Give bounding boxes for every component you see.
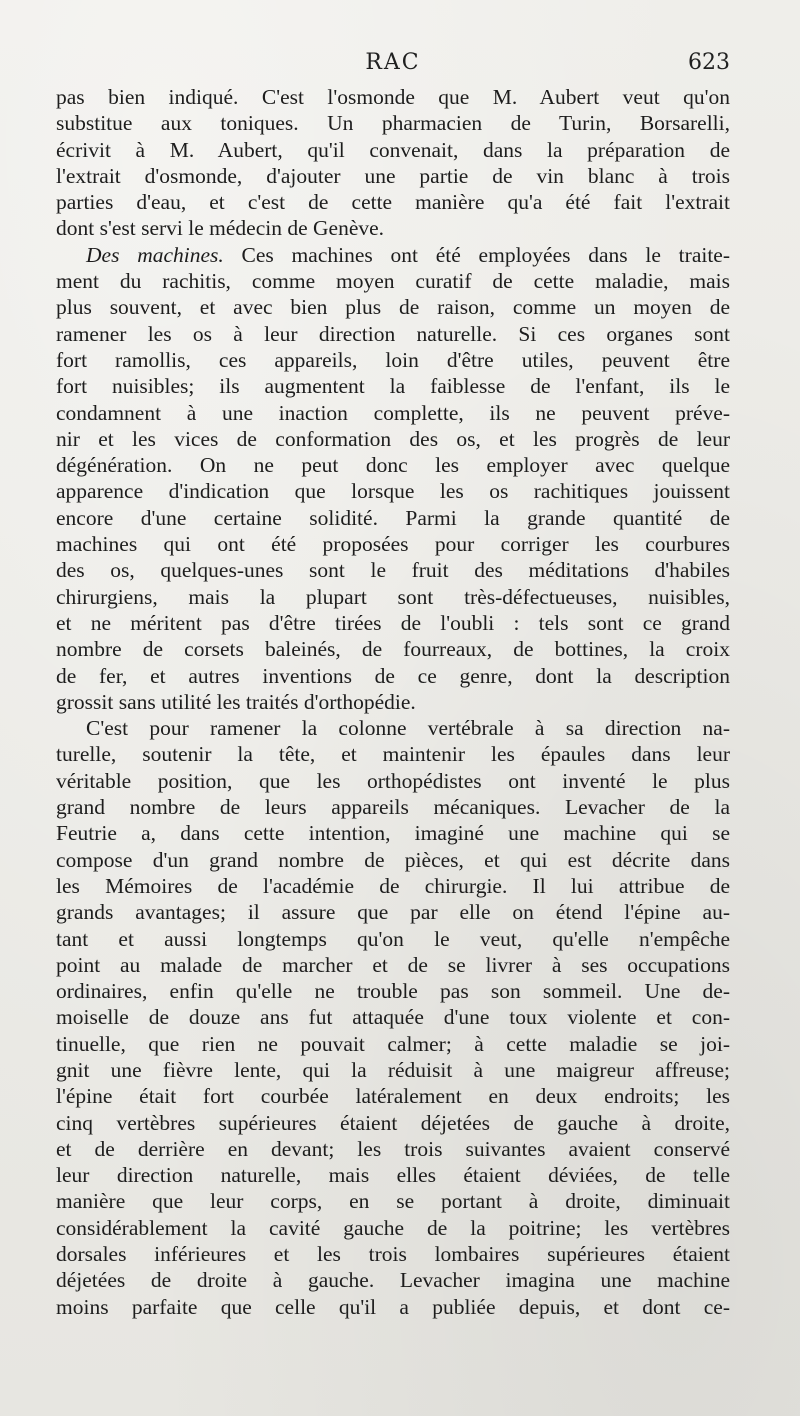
text-line: l'extrait d'osmonde, d'ajouter une partie de vin blanc à trois (56, 163, 730, 188)
paragraph-machines (56, 242, 730, 715)
text-line: encore d'une certaine solidité. Parmi la grande quantité de (56, 505, 730, 530)
text-line: C'est pour ramener la colonne vertébrale à sa direction na- (86, 716, 730, 741)
text-line: et de derrière en devant; les trois suivantes avaient conservé (56, 1136, 730, 1161)
text-line: moins parfaite que celle qu'il a publiée depuis, et dont ce- (56, 1294, 730, 1319)
text-line: substitue aux toniques. Un pharmacien de Turin, Borsarelli, (56, 111, 730, 136)
text-line: tant et aussi longtemps qu'on le veut, qu'elle n'empêche (56, 926, 730, 951)
text-line: Feutrie a, dans cette intention, imaginé une machine qui se (56, 821, 730, 846)
text-line: fort nuisibles; ils augmentent la faiblesse de l'enfant, ils le (56, 374, 730, 399)
text-line: véritable position, que les orthopédistes ont inventé le plus (56, 768, 730, 793)
page-number: 623 (688, 50, 730, 75)
running-head: RAC (365, 50, 421, 75)
text-line: des os, quelques-unes sont le fruit des méditations d'habiles (56, 558, 730, 583)
text-line: déjetées de droite à gauche. Levacher imagina une machine (56, 1268, 730, 1293)
text-line: tinuelle, que rien ne pouvait calmer; à cette maladie se joi- (56, 1031, 730, 1056)
text-line: condamnent à une inaction complette, ils ne peuvent préve- (56, 400, 730, 425)
text-line (56, 242, 730, 268)
text-line: nombre de corsets baleinés, de fourreaux, de bottines, la croix (56, 637, 730, 662)
section-heading: Des machines. (86, 242, 224, 267)
paragraph-osmonde (56, 84, 730, 242)
text-line: grand nombre de leurs appareils mécaniques. Levacher de la (56, 795, 730, 820)
text-line: manière que leur corps, en se portant à droite, diminuait (56, 1189, 730, 1214)
text-line: point au malade de marcher et de se livrer à ses occupations (56, 952, 730, 977)
text-line: ordinaires, enfin qu'elle ne trouble pas son sommeil. Une de- (56, 979, 730, 1004)
text-line: apparence d'indication que lorsque les os rachitiques jouissent (56, 479, 730, 504)
text-line: ramener les os à leur direction naturelle. Si ces organes sont (56, 321, 730, 346)
heading-line-rest: Ces machines ont été employées dans le traite- (241, 242, 731, 267)
text-line: compose d'un grand nombre de pièces, et qui est décrite dans (56, 847, 730, 872)
text-line: pas bien indiqué. C'est l'osmonde que M. Aubert veut qu'on (56, 85, 730, 109)
text-line: grossit sans utilité les traités d'orthopédie. (56, 689, 416, 714)
text-line: grands avantages; il assure que par elle on étend l'épine au- (56, 900, 730, 925)
text-line: cinq vertèbres supérieures étaient déjetées de gauche à droite, (56, 1110, 730, 1135)
text-line: ment du rachitis, comme moyen curatif de cette maladie, mais (56, 269, 730, 294)
text-line: fort ramollis, ces appareils, loin d'être utiles, peuvent être (56, 347, 730, 372)
text-line: dégénération. On ne peut donc les employer avec quelque (56, 453, 730, 478)
body-text (56, 84, 730, 1320)
text-line: turelle, soutenir la tête, et maintenir les épaules dans leur (56, 742, 730, 767)
text-line: les Mémoires de l'académie de chirurgie. Il lui attribue de (56, 873, 730, 898)
text-line: parties d'eau, et c'est de cette manière qu'a été fait l'extrait (56, 190, 730, 215)
text-line: plus souvent, et avec bien plus de raison, comme un moyen de (56, 295, 730, 320)
text-line: leur direction naturelle, mais elles étaient déviées, de telle (56, 1163, 730, 1188)
text-line: et ne méritent pas d'être tirées de l'oubli : tels sont ce grand (56, 610, 730, 635)
text-line: de fer, et autres inventions de ce genre, dont la description (56, 663, 730, 688)
text-line: gnit une fièvre lente, qui la réduisit à une maigreur affreuse; (56, 1057, 730, 1082)
text-line: machines qui ont été proposées pour corriger les courbures (56, 532, 730, 557)
text-line: dorsales inférieures et les trois lombaires supérieures étaient (56, 1242, 730, 1267)
text-line: considérablement la cavité gauche de la poitrine; les vertèbres (56, 1215, 730, 1240)
text-line: nir et les vices de conformation des os, et les progrès de leur (56, 426, 730, 451)
paragraph-colonne-vertebrale (56, 715, 730, 1320)
text-line: l'épine était fort courbée latéralement en deux endroits; les (56, 1084, 730, 1109)
text-line: chirurgiens, mais la plupart sont très-défectueuses, nuisibles, (56, 584, 730, 609)
page-header (56, 50, 730, 82)
text-line: dont s'est servi le médecin de Genève. (56, 216, 385, 241)
text-line: écrivit à M. Aubert, qu'il convenait, dans la préparation de (56, 137, 730, 162)
text-line: moiselle de douze ans fut attaquée d'une toux violente et con- (56, 1005, 730, 1030)
